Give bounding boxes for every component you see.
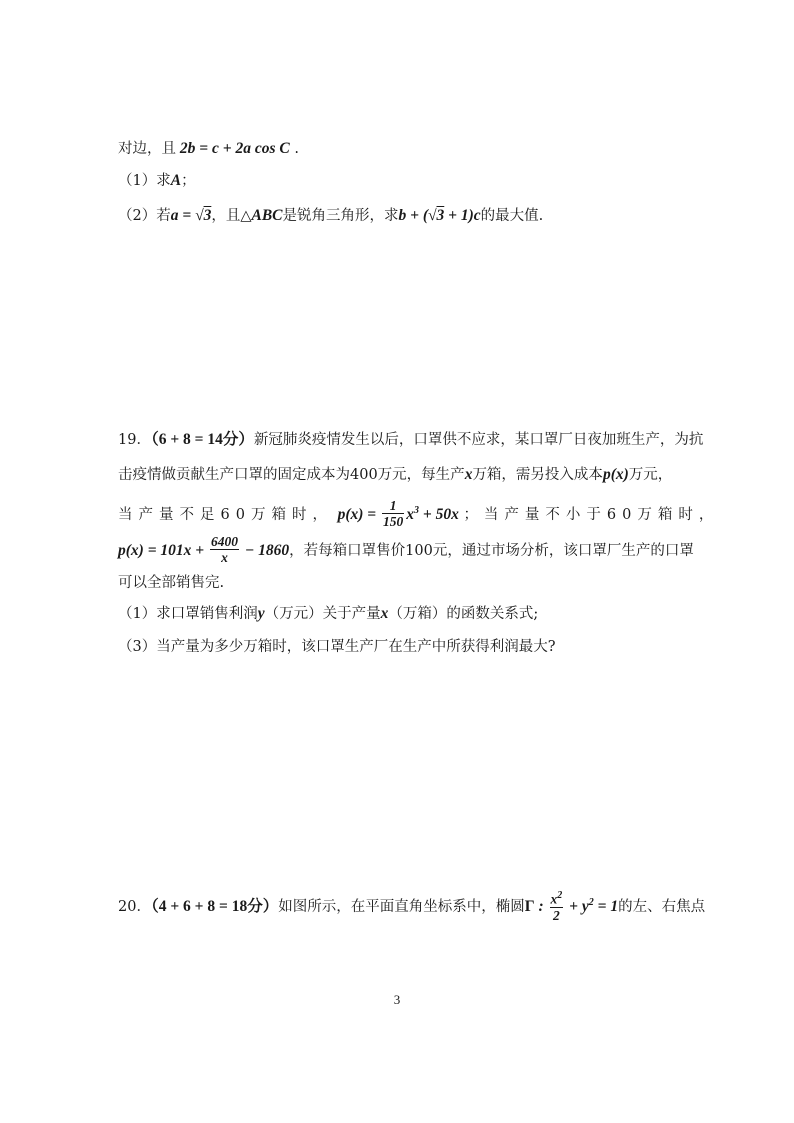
p18-question-1: （1）求A； [118, 172, 196, 189]
p19-question-1 [118, 604, 538, 624]
p20-text: 如图所示，在平面直角坐标系中，椭圆 [278, 899, 525, 916]
p19-var-x: x [464, 466, 473, 483]
p19-question-3 [118, 637, 556, 657]
p19-line5 [118, 573, 224, 593]
page-number: 3 [393, 992, 401, 1007]
p19-q1-var-y: y [257, 605, 265, 622]
p19-line2 [118, 465, 672, 485]
p18-line1: 对边，且 2b = c + 2a cos C . [118, 140, 299, 157]
p19-text-3b: ；当产量不小于60万箱时， [463, 507, 720, 524]
p19-q1-text-a: （1）求口罩销售利润 [118, 606, 258, 622]
p19-text-2b: 万箱，需另投入成本 [472, 467, 603, 483]
p18-q2-condition: a = √3 [170, 207, 212, 224]
p19-frac-1-150: $\frac{1}{150}$ [382, 498, 404, 530]
p18-condition-formula: 2b = c + 2a cos C [176, 140, 290, 157]
p19-line1 [118, 430, 703, 450]
p19-text-3a: 当产量不足60万箱时， [118, 507, 333, 524]
p19-q1-var-x: x [380, 605, 389, 622]
p18-question-2 [118, 206, 543, 226]
p18-q1-label: （1）求 [118, 173, 171, 189]
p20-tail: 的左、右焦点 [618, 899, 706, 916]
p18-q2-prefix: （2）若 [118, 208, 171, 224]
p19-frac-6400-x: $\frac{6400}{x}$ [211, 534, 239, 565]
p20-score: （4 + 6 + 8 = 18分） [150, 898, 279, 916]
p19-q1-text-b: （万元）关于产量 [264, 606, 381, 622]
p18-q2-mid: ，且△ [211, 208, 252, 224]
p19-line3 [118, 496, 719, 531]
p19-text-2a: 击疫情做贡献生产口罩的固定成本为400万元，每生产 [118, 467, 465, 483]
p19-number: 19． [118, 432, 151, 448]
p19-cost-formula-2: p(x) = 101x + $\frac{6400}{x}$ − 1860 [118, 534, 290, 565]
p18-q2-triangle: ABC [251, 207, 283, 224]
p19-var-px: p(x) [602, 466, 629, 483]
p20-number: 20． [118, 899, 151, 916]
p19-text-1: 新冠肺炎疫情发生以后，口罩供不应求，某口罩厂日夜加班生产，为抗 [253, 432, 704, 448]
p18-line1-text: 对边，且 [118, 141, 176, 157]
p19-text-5: 可以全部销售完. [118, 575, 225, 591]
p20-line1 [118, 888, 705, 925]
p19-q3-text: （3）当产量为多少万箱时，该口罩生产厂在生产中所获得利润最大? [118, 639, 556, 655]
p18-q2-suffix: 的最大值. [480, 208, 544, 224]
p18-q1-variable: A [170, 172, 182, 189]
p19-cost-formula-1: p(x) = $\frac{1}{150}$ $x^3 + 50x$ [337, 498, 459, 530]
p18-q2-expression: b + (√3 + 1)c [398, 207, 481, 224]
p20-frac-x2-2: $\frac{x^2}{2}$ [550, 890, 563, 923]
p19-text-4: ，若每箱口罩售价100元，通过市场分析，该口罩厂生产的口罩 [289, 543, 694, 560]
p19-q1-text-c: （万箱）的函数关系式; [388, 606, 539, 622]
p18-q2-text: 是锐角三角形，求 [282, 208, 399, 224]
p19-text-2c: 万元， [628, 467, 673, 483]
p19-line4 [118, 536, 694, 567]
p19-score: （6 + 8 = 14分） [150, 431, 254, 448]
p20-ellipse-formula: Γ : $\frac{x^2}{2}$ + $y^2 = 1$ [524, 890, 619, 923]
